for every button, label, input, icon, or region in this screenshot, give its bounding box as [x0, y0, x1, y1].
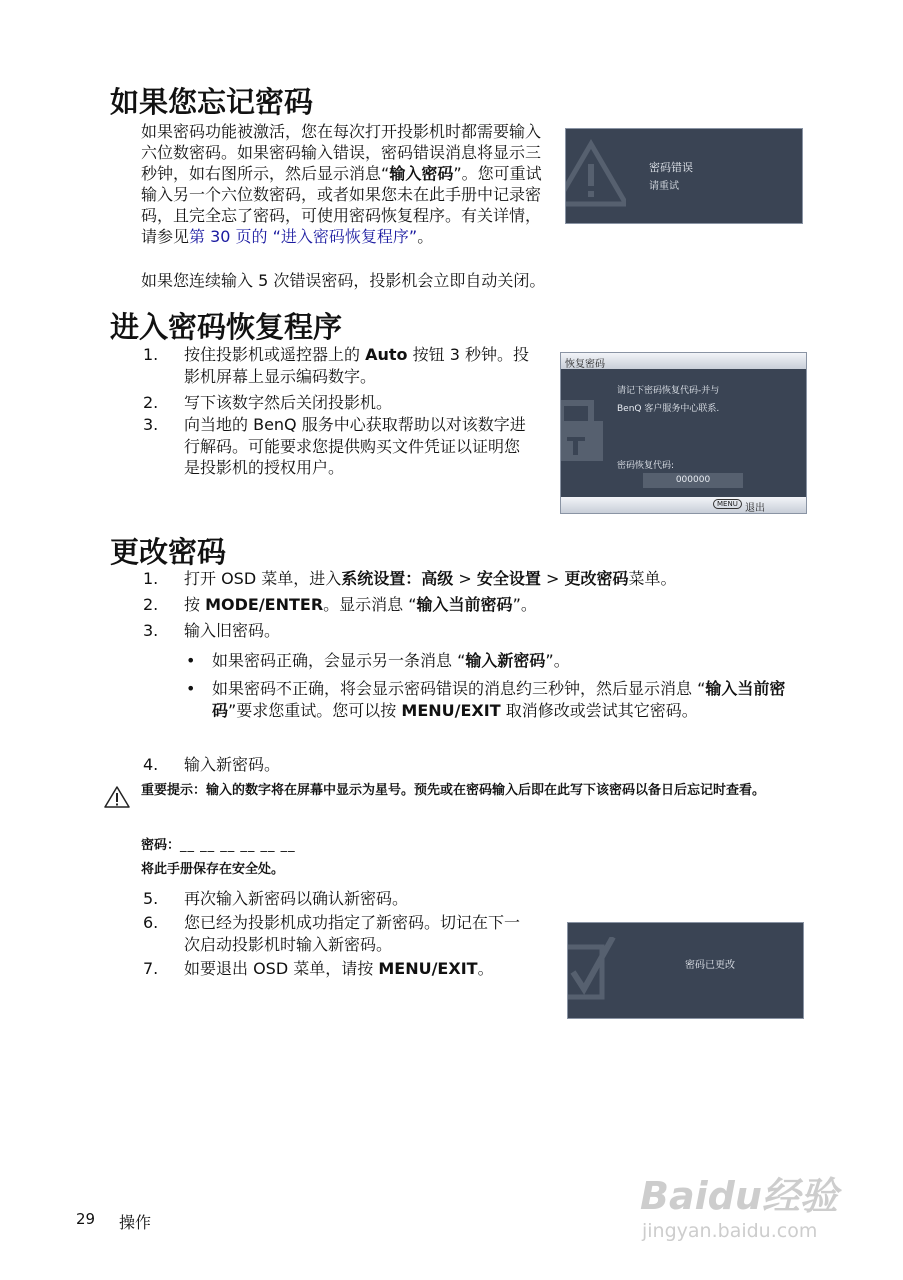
step-number: 1.: [143, 569, 159, 588]
text: 。显示消息 “: [323, 595, 417, 614]
error-message: 请重试: [649, 181, 679, 192]
text: ”。: [512, 595, 537, 614]
step-number: 3.: [143, 621, 159, 640]
step-number: 3.: [143, 415, 159, 434]
step-number: 2.: [143, 393, 159, 412]
instruction-line-2: BenQ 客户服务中心联系.: [617, 404, 720, 414]
text: 按钮 3 秒钟。投影机屏幕上显示编码数字。: [184, 345, 529, 386]
text: 。您可重试输入另一个六位数密码，或者如果您未在此手册中记录密码，且完全忘了密码，可使用密码恢复程序。有关详情，请参见: [141, 164, 542, 246]
heading-change-password: 更改密码: [110, 535, 227, 569]
heading-forgot-password: 如果您忘记密码: [110, 85, 314, 119]
password-record-line: [141, 834, 296, 853]
text: 。: [417, 227, 434, 246]
text: 。: [477, 959, 494, 978]
recovery-code: 000000: [643, 473, 743, 488]
text: 写下该数字然后关闭投影机。: [184, 393, 393, 412]
watermark-brand: Baidu经验: [640, 1174, 838, 1218]
text: 按: [184, 595, 206, 614]
warning-icon: [566, 139, 626, 209]
password-error-screenshot: [565, 128, 803, 224]
text: ”。: [545, 651, 570, 670]
bold-text: 输入新密码: [465, 651, 546, 670]
text: 如果密码不正确，将会显示密码错误的消息约三秒钟，然后显示消息 “: [212, 679, 706, 698]
step-number: 5.: [143, 889, 159, 908]
bottom-bar: [561, 497, 806, 513]
important-note: 重要提示：输入的数字将在屏幕中显示为星号。预先或在密码输入后即在此写下该密码以备日后忘记时查看。: [141, 783, 766, 798]
bold-text: 系统设置：高级: [341, 569, 454, 588]
text: 打开 OSD 菜单，进入: [184, 569, 342, 588]
text: 如果密码功能被激活，您在每次打开投影机时都需要输入六位数密码。如果密码输入错误，密码错误消息将显示三秒钟，如右图所示，然后显示消息: [141, 122, 542, 183]
text: >: [453, 569, 477, 588]
screen-title: 恢复密码: [565, 359, 605, 370]
step-number: 4.: [143, 755, 159, 774]
step-number: 6.: [143, 913, 159, 932]
recovery-page-link[interactable]: 第 30 页的 “进入密码恢复程序”: [189, 227, 418, 246]
bold-text: 输入当前密码: [416, 595, 513, 614]
heading-password-recovery: 进入密码恢复程序: [110, 310, 343, 344]
text: 输入新密码。: [184, 755, 281, 774]
manual-page: 如果您忘记密码 如果密码功能被激活，您在每次打开投影机时都需要输入六位数密码。如果密码输入错误，密码错误消息将显示三秒钟，如右图所示，然后显示消息“输入密码”。您可重试输入另一个六位数密码，或者如果您未在此手册中记录密码，且完全忘了密码，可使用密码恢复程序。有关详情，请参见第 30 页的 “进入密码恢复程序”。 如果您连续输入 5 次错误密码，投影机会立即自动关闭。 密码错误 请重试 进入密码恢复程序 1. 按住投影机或遥控器上的 Auto 按钮 3 秒钟。投影机屏幕上显示编码数字。 2. 写下该数字然后关闭投影机。 3. 向当地的 BenQ 服务中心获取帮助以对该数字进行解码。可能要求您提供购买文件凭证以证明您是投影机的授权用户。 恢复密码 请记下密码恢复代码-并与 BenQ 客户服务中心联系. 密码恢复代码: 000000 MENU 退出 更改密码 1. 打开 OSD 菜单，进入系统设置：高级 > 安全设置 > 更改密码菜单。 2. 按 MODE/ENTER。显示消息 “输入当前密码”。 3. 输入旧密码。 • 如果密码正确，会显示另一条消息 “输入新密码”。 • 如果密码不正确，将会显示密码错误的消息约三秒钟，然后显示消息 “输入当前密码”要求您重试。您可以按 MENU/EXIT 取消修改或尝试其它密码。 4. 输入新密码。 重要提示：输入的数字将在屏幕中显示为星号。预先或在密码输入后即在此写下该密码以备日后忘记时查看。 密码：__ __ __ __ __ __ 将此手册保存在安全处。 5. 再次输入新密码以确认新密码。 6. 您已经为投影机成功指定了新密码。切记在下一次启动投影机时输入新密码。 7. 如要退出 OSD 菜单，请按 MENU/EXIT。 密码已更改 29 操作 Baidu经验 jingyan.baidu.com: [0, 0, 903, 1280]
text: 输入旧密码。: [184, 621, 281, 640]
save-manual-note: 将此手册保存在安全处。: [141, 862, 285, 877]
text: 如要退出 OSD 菜单，请按: [184, 959, 379, 978]
text: 菜单。: [628, 569, 677, 588]
code-label: 密码恢复代码:: [617, 461, 675, 471]
forgot-password-paragraph: 如果密码功能被激活，您在每次打开投影机时都需要输入六位数密码。如果密码输入错误，密码错误消息将显示三秒钟，如右图所示，然后显示消息“输入密码”。您可重试输入另一个六位数密码，或者如果您未在此手册中记录密码，且完全忘了密码，可使用密码恢复程序。有关详情，请参见第 30 页的 “进入密码恢复程序”。: [141, 122, 542, 246]
instruction-line-1: 请记下密码恢复代码-并与: [617, 386, 720, 396]
baidu-watermark: [640, 1165, 860, 1242]
error-title: 密码错误: [649, 161, 693, 174]
recovery-code-screenshot: [560, 352, 807, 514]
text: 如果密码正确，会显示另一条消息 “: [212, 651, 466, 670]
bold-text: Auto: [365, 345, 408, 364]
changed-message: 密码已更改: [685, 960, 735, 971]
bold-text: 输入密码: [389, 164, 454, 183]
bold-text: MENU/EXIT: [378, 959, 478, 978]
page-number: 29: [76, 1210, 96, 1228]
text: >: [540, 569, 565, 588]
auto-shutdown-note: 如果您连续输入 5 次错误密码，投影机会立即自动关闭。: [141, 271, 546, 290]
password-label: 密码：: [141, 838, 181, 853]
step-number: 7.: [143, 959, 159, 978]
text: 向当地的 BenQ 服务中心获取帮助以对该数字进行解码。可能要求您提供购买文件凭证以证明您是投影机的授权用户。: [184, 415, 526, 477]
password-blank: __ __ __ __ __ __: [180, 838, 296, 853]
bold-text: MENU/EXIT: [401, 700, 501, 720]
text: 您已经为投影机成功指定了新密码。切记在下一次启动投影机时输入新密码。: [184, 913, 521, 954]
menu-button[interactable]: MENU: [713, 499, 742, 509]
watermark-url: jingyan.baidu.com: [642, 1220, 818, 1242]
section-name: 操作: [119, 1213, 152, 1232]
title-bar: [561, 353, 806, 369]
step-number: 1.: [143, 345, 159, 364]
text: 取消修改或尝试其它密码。: [500, 700, 698, 720]
checkmark-icon: [568, 937, 618, 1007]
bold-text: MODE/ENTER: [205, 595, 324, 614]
text: 再次输入新密码以确认新密码。: [184, 889, 409, 908]
text: ”要求您重试。您可以按: [228, 700, 402, 720]
caution-icon: [103, 784, 131, 810]
text: 按住投影机或遥控器上的: [184, 345, 366, 364]
bold-text: 输入当前密码: [212, 679, 786, 720]
password-changed-screenshot: [567, 922, 804, 1019]
lock-icon: [561, 393, 606, 468]
exit-label: 退出: [745, 503, 765, 514]
bold-text: 安全设置: [476, 569, 541, 588]
step-number: 2.: [143, 595, 159, 614]
bold-text: 更改密码: [564, 569, 629, 588]
